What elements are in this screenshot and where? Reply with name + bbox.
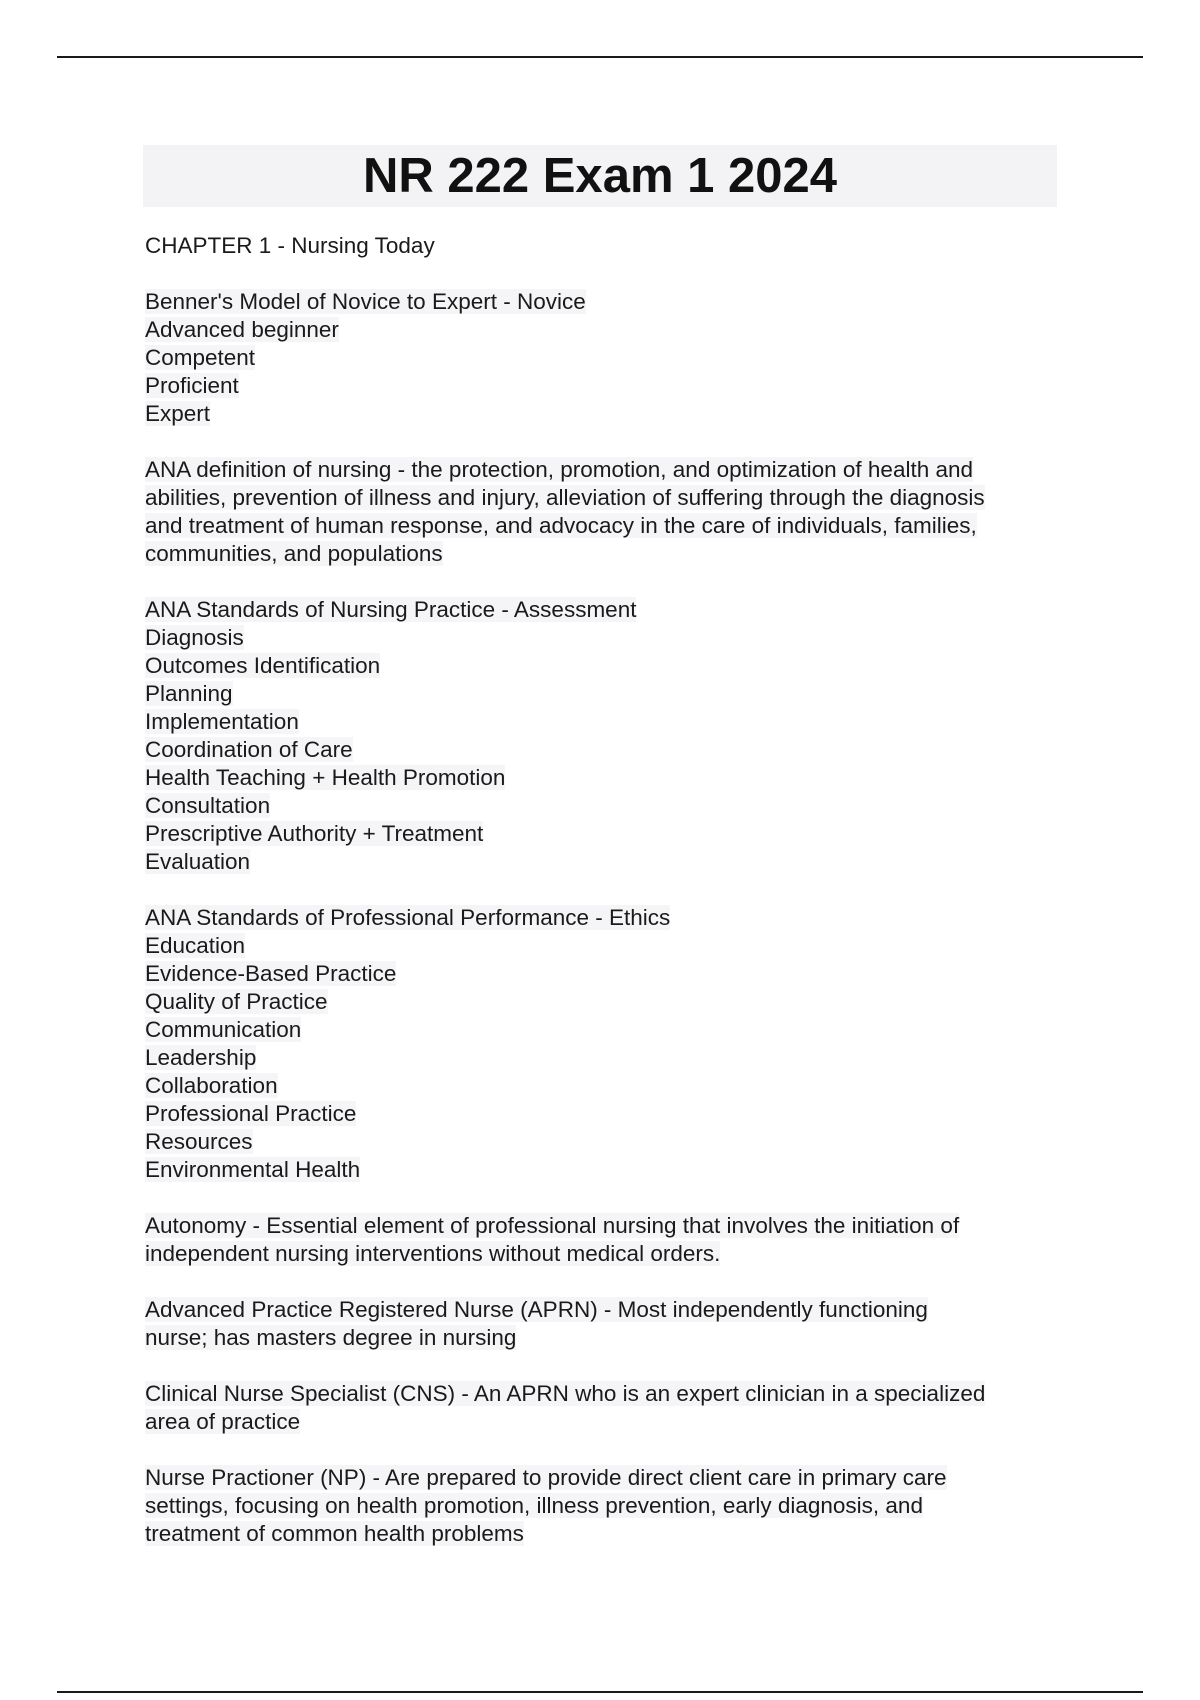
flashcard-entries [145,288,1065,1548]
entry-detail-line [145,960,1065,988]
entry-text: Implementation [145,709,299,734]
entry-text: independent nursing interventions without medical orders. [145,1241,721,1266]
entry-text: Expert [145,401,211,426]
flashcard-entry [145,1212,1065,1268]
entry-text: Autonomy - Essential element of professional nursing that involves the initiation of [145,1213,960,1238]
entry-detail-line [145,848,1065,876]
entry-text: Collaboration [145,1073,278,1098]
entry-detail-line [145,1408,1065,1436]
chapter-heading [145,232,1065,260]
flashcard-entry [145,1464,1065,1548]
entry-text: Education [145,933,246,958]
entry-text: Nurse Practioner (NP) - Are prepared to provide direct client care in primary care [145,1465,947,1490]
flashcard-entry [145,596,1065,876]
entry-text: Planning [145,681,233,706]
entry-detail-line [145,764,1065,792]
entry-detail-line [145,680,1065,708]
entry-text: area of practice [145,1409,301,1434]
entry-text: Quality of Practice [145,989,328,1014]
flashcard-entry [145,1380,1065,1436]
entry-text: Environmental Health [145,1157,361,1182]
entry-text: Outcomes Identification [145,653,381,678]
entry-detail-line [145,1156,1065,1184]
entry-text: Proficient [145,373,239,398]
entry-text: Leadership [145,1045,257,1070]
entry-term-line [145,288,1065,316]
document-body [145,232,1065,1576]
entry-detail-line [145,792,1065,820]
entry-term-line [145,596,1065,624]
entry-term-line [145,904,1065,932]
entry-text: Competent [145,345,256,370]
entry-term-line [145,1380,1065,1408]
entry-detail-line [145,1128,1065,1156]
entry-detail-line [145,652,1065,680]
entry-detail-line [145,1240,1065,1268]
entry-text: Benner's Model of Novice to Expert - Novice [145,289,586,314]
entry-detail-line [145,372,1065,400]
entry-text: Health Teaching + Health Promotion [145,765,506,790]
entry-text: Consultation [145,793,271,818]
entry-text: abilities, prevention of illness and injury, alleviation of suffering through the diagnosis [145,485,985,510]
entry-text: Clinical Nurse Specialist (CNS) - An APRN who is an expert clinician in a specialized [145,1381,986,1406]
entry-term-line [145,1296,1065,1324]
entry-detail-line [145,1044,1065,1072]
entry-detail-line [145,624,1065,652]
entry-detail-line [145,1324,1065,1352]
document-title: NR 222 Exam 1 2024 [363,149,837,203]
entry-text: Diagnosis [145,625,244,650]
flashcard-entry [145,1296,1065,1352]
entry-detail-line [145,1072,1065,1100]
entry-text: nurse; has masters degree in nursing [145,1325,517,1350]
bottom-rule [57,1691,1143,1693]
entry-detail-line [145,932,1065,960]
entry-text: Evaluation [145,849,251,874]
entry-text: communities, and populations [145,541,443,566]
entry-detail-line [145,316,1065,344]
entry-text: Coordination of Care [145,737,353,762]
entry-detail-line [145,820,1065,848]
entry-detail-line [145,1100,1065,1128]
entry-text: Prescriptive Authority + Treatment [145,821,484,846]
flashcard-entry [145,904,1065,1184]
entry-detail-line [145,708,1065,736]
entry-text: Resources [145,1129,253,1154]
chapter-title: CHAPTER 1 - Nursing Today [145,233,435,258]
entry-term-line [145,1464,1065,1492]
entry-text: settings, focusing on health promotion, illness prevention, early diagnosis, and [145,1493,923,1518]
entry-detail-line [145,400,1065,428]
entry-detail-line [145,484,1065,512]
entry-term-line [145,456,1065,484]
entry-text: ANA Standards of Nursing Practice - Assessment [145,597,637,622]
entry-detail-line [145,540,1065,568]
entry-text: ANA definition of nursing - the protection, promotion, and optimization of health and [145,457,974,482]
entry-detail-line [145,1492,1065,1520]
title-banner [143,145,1057,207]
flashcard-entry [145,288,1065,428]
entry-text: Professional Practice [145,1101,357,1126]
entry-detail-line [145,344,1065,372]
entry-term-line [145,1212,1065,1240]
flashcard-entry [145,456,1065,568]
entry-detail-line [145,736,1065,764]
entry-text: ANA Standards of Professional Performance - Ethics [145,905,671,930]
entry-text: Evidence-Based Practice [145,961,397,986]
entry-detail-line [145,988,1065,1016]
entry-detail-line [145,512,1065,540]
top-rule [57,56,1143,58]
entry-text: Advanced Practice Registered Nurse (APRN) - Most independently functioning [145,1297,928,1322]
entry-detail-line [145,1016,1065,1044]
entry-text: Communication [145,1017,302,1042]
entry-text: and treatment of human response, and advocacy in the care of individuals, families, [145,513,977,538]
entry-text: treatment of common health problems [145,1521,524,1546]
entry-text: Advanced beginner [145,317,339,342]
entry-detail-line [145,1520,1065,1548]
